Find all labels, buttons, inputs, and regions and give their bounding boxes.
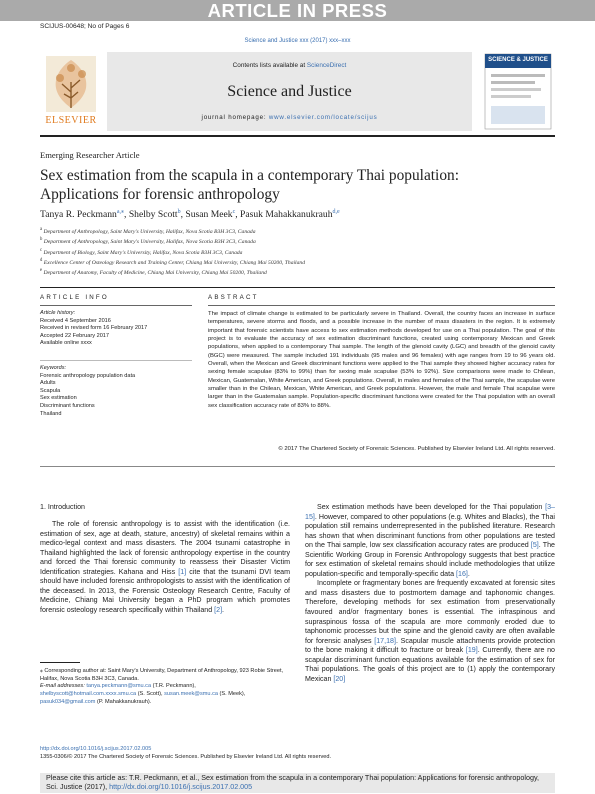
- article-history: Article history: Received 4 September 2016 Received in revised form 16 February 2017 Accepted 22 February 2017 Available online xxxx: [40, 310, 148, 347]
- right-column: [305, 503, 555, 684]
- body-paragraph: Incomplete or fragmentary bones are frequently excavated at forensic sites and mass disasters due to postmortem damage and taphonomic changes. Therefore, developing methods for sex estimation from preservationally favoured and/or fragmentary bones is essential. The infraspinous and supraspinous fossa of the scapula are more commonly eroded due to taphonomic processes but the spine and the glenoid cavity are often available for forensic analyses [17,18]. Scapular muscle attachments provide protection to the bone making it difficult to fracture or break [19]. Currently, there are no scapular discriminant function equations available for the estimation of sex for Thai populations. The goals of this project are to (1) apply the contemporary Mexican [20]: [305, 579, 555, 683]
- reference-link[interactable]: [17,18]: [374, 636, 396, 645]
- email-link[interactable]: susan.meek@smu.ca: [164, 691, 218, 698]
- journal-homepage-link[interactable]: www.elsevier.com/locate/scijus: [268, 114, 378, 121]
- keywords: Keywords: Forensic anthropology population data Adults Scapula Sex estimation Discriminant functions Thailand: [40, 365, 190, 418]
- abstract-heading: ABSTRACT: [208, 294, 259, 301]
- abstract-end-rule: [40, 466, 555, 467]
- author[interactable]: Susan Meek: [185, 209, 233, 221]
- author[interactable]: Shelby Scott: [128, 209, 178, 221]
- left-column: [40, 520, 290, 615]
- citation-box: Please cite this article as: T.R. Peckmann, et al., Sex estimation from the scapula in a contemporary Thai population: Applications for forensic anthropology, Sci. Justice (2017), http://dx.doi.org/10.1016/j.scijus.2017.02.005: [40, 773, 555, 793]
- affiliations: [40, 226, 560, 278]
- affiliation: $^e$ Department of Anatomy, Faculty of Medicine, Chiang Mai University, Chiang Mai 50200, Thailand: [40, 268, 267, 277]
- elsevier-logo: [40, 52, 102, 131]
- article-type: Emerging Researcher Article: [40, 150, 140, 160]
- body-paragraph: Sex estimation methods have been developed for the Thai population [3–15]. However, compared to other populations (e.g. Whites and Blacks), the Thai population still remains underrepresented in the published literature. Research has shown that when discriminant functions from other populations are tested on the Thai sample, low sex classification accuracy rates are produced [5]. The Scientific Working Group in Forensic Anthropology suggests that best practice for sex estimation of skeletal remains should include methodologies that utilize population-specific and temporally-specific data [16].: [305, 503, 556, 578]
- reference-link[interactable]: [19]: [465, 646, 478, 655]
- reference-link[interactable]: [1]: [178, 567, 187, 576]
- footnote-rule: [40, 662, 80, 663]
- email-link[interactable]: shelbyscott@hotmail.com.xxxx.smu.ca: [40, 691, 137, 698]
- affiliation: $^d$ Excellence Center of Osteology Research and Training Center, Chiang Mai University, Chiang Mai 50200, Thailand: [40, 258, 306, 266]
- email-link[interactable]: tanya.peckmann@smu.ca: [86, 683, 152, 690]
- contents-line: Contents lists available at ScienceDirect: [232, 62, 347, 69]
- reference-link[interactable]: [2]: [214, 605, 223, 614]
- email-link[interactable]: pasuk034@gmail.com: [40, 698, 96, 705]
- article-info-rule: [40, 305, 192, 306]
- journal-homepage: journal homepage: www.elsevier.com/locate/scijus: [201, 114, 378, 121]
- article-title: Sex estimation from the scapula in a contemporary Thai population: Applications for forensic anthropology: [40, 167, 460, 203]
- abstract-rule: [208, 305, 555, 306]
- abstract-text: The impact of climate change is estimated to be particularly severe in Thailand. Overall, the country faces an increase in surface temperatures, severe storms and floods, and a possible increase in the number of mass disasters in the region. It is extremely important that forensic scientists have access to sex estimation methods developed for use on a Thai population. The goal of this project is to evaluate the accuracy of sex estimation discriminant functions, created using contemporary Mexican and Greek populations, when applied to a contemporary Thai sample. The length of the glenoid cavity (LGC) and breadth of the glenoid cavity (BGC) were measured. The sample included 191 individuals (95 males and 96 females) with age ranges from 19 to 96 years old. Overall, when the Mexican and Greek discriminant functions were applied to the Thai sample they showed higher accuracy rates for sexing female scapulae (83% to 99%) than for sexing male scapulae (53% to 92%). Size comparisons were made to Chilean, Mexican, Guatemalan, White American, and Greek populations. Overall, in males and females of the Thai sample, the scapulae were smaller than in the Chilean, Mexican, White American, and Greek populations. However, the male and female Thai scapulae were larger than in the Guatemalan sample. Population-specific discriminant functions were created for the Thai population with an overall sex classification accuracy rate of 83% to 88%.: [208, 311, 555, 409]
- keyword: Forensic anthropology population data: [40, 372, 136, 379]
- sciencedirect-link[interactable]: ScienceDirect: [306, 62, 347, 69]
- affiliation: $^a$ Department of Anthropology, Saint Mary's University, Halifax, Nova Scotia B3H 3C3, Canada: [40, 227, 256, 235]
- keyword: Discriminant functions: [40, 402, 95, 409]
- article-in-press-banner: ARTICLE IN PRESS: [0, 0, 595, 21]
- reference-link[interactable]: [3–15]: [305, 503, 555, 521]
- cover-title: SCIENCE & JUSTICE: [488, 57, 548, 63]
- abstract-copyright: © 2017 The Chartered Society of Forensic Sciences. Published by Elsevier Ireland Ltd. All rights reserved.: [278, 446, 555, 452]
- article-info-heading: ARTICLE INFO: [40, 294, 109, 301]
- elsevier-wordmark: ELSEVIER: [45, 115, 97, 126]
- keyword: Scapula: [40, 387, 61, 394]
- journal-name: Science and Justice: [227, 83, 352, 100]
- author-list: Tanya R. Peckmann$^{a,⁎}$, Shelby Scott$^b$, Susan Meek$^c$, Pasuk Mahakkanukrauh$^{d,e}$: [40, 209, 340, 221]
- affiliation: $^c$ Department of Biology, Saint Mary's University, Halifax, Nova Scotia B3H 3C3, Canada: [40, 247, 243, 256]
- doi-link[interactable]: http://dx.doi.org/10.1016/j.scijus.2017.02.005: [40, 746, 152, 752]
- author[interactable]: Pasuk Mahakkanukrauh: [240, 209, 333, 221]
- reference-link[interactable]: [20]: [333, 674, 346, 683]
- affiliation: $^b$ Department of Anthropology, Saint Mary's University, Halifax, Nova Scotia B3H 3C3, Canada: [40, 237, 256, 246]
- author[interactable]: Tanya R. Peckmann: [40, 209, 117, 221]
- corresponding-author-footnote: ⁎ Corresponding author at: Saint Mary's University, Department of Anthropology, 923 Robie Street, Halifax, Nova Scotia B3H 3C3, Canada. E-mail addresses: tanya.peckmann@smu.ca (T.R. Peckmann), shelbyscott@hotmail.com.xxxx.smu.ca (S. Scott), susan.meek@smu.ca (S. Meek), pasuk034@gmail.com (P. Mahakkanukrauh).: [40, 668, 284, 705]
- keyword: Adults: [40, 380, 56, 387]
- introduction-heading: 1. Introduction: [40, 503, 85, 511]
- header-rule: [40, 135, 555, 137]
- citation-doi-link[interactable]: http://dx.doi.org/10.1016/j.scijus.2017.02.005: [109, 782, 253, 792]
- history-keywords-divider: [40, 360, 192, 361]
- article-code: SCIJUS-00648; No of Pages 6: [40, 23, 130, 30]
- reference-link[interactable]: [16]: [456, 569, 468, 578]
- issn-line: 1355-0306/© 2017 The Chartered Society of Forensic Sciences. Published by Elsevier Ireland Ltd. All rights reserved.: [40, 754, 332, 760]
- intro-paragraph: The role of forensic anthropology is to assist with the identification (i.e. estimation of sex, age at death, stature, ancestry) of skeletal remains within a medico-legal context and mass disasters. The 2004 tsunami catastrophe in Thailand highlighted the lack of forensic anthropology expertise in the country and forced the Thai forensic community to reassess their Disaster Victim Identification strategies. Kahana and Hiss [1] cite that the tsunami DVI team should have included forensic anthropologists to assist with the identification of the deceased. In 2013, the Forensic Osteology Research Centre, Faculty of Medicine, Chiang Mai University began a PhD program which promotes forensic osteology research specifically within Thailand [2].: [40, 520, 290, 614]
- journal-citation-header[interactable]: Science and Justice xxx (2017) xxx–xxx: [244, 38, 351, 44]
- doi-block: [40, 745, 331, 761]
- reference-link[interactable]: [5]: [530, 541, 539, 550]
- keyword: Thailand: [40, 410, 62, 417]
- section-separator: [40, 287, 555, 288]
- keyword: Sex estimation: [40, 395, 77, 402]
- journal-cover-image: [481, 52, 555, 131]
